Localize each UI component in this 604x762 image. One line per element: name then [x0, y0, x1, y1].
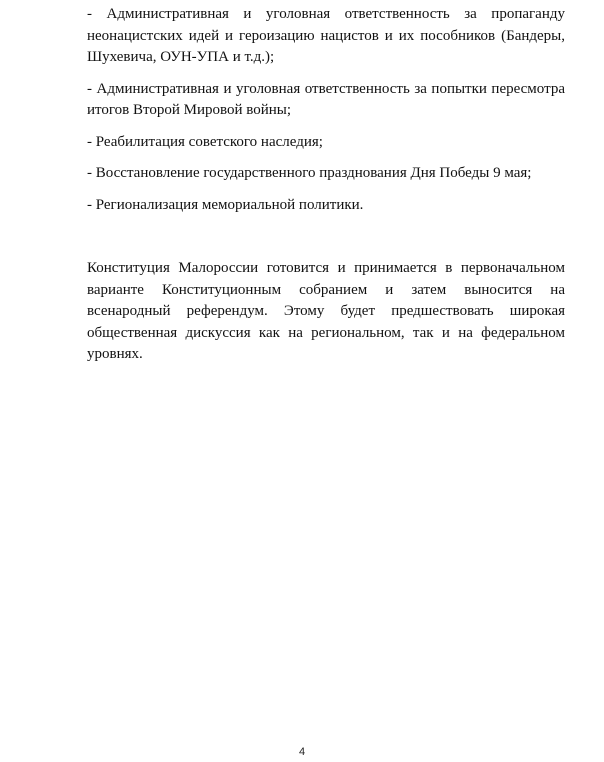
list-item-memorial-policy: - Регионализация мемориальной политики. [87, 196, 364, 213]
list-item-soviet-heritage: - Реабилитация советского наследия; [87, 133, 323, 150]
list-item-ww2-revision-liability: - Административная и уголовная ответственность за попытки пересмотра итогов Второй Мировой войны; [87, 80, 565, 118]
list-item-victory-day: - Восстановление государственного празднования Дня Победы 9 мая; [87, 165, 532, 181]
page-number: 4 [298, 746, 306, 758]
body-text [87, 4, 565, 366]
constitution-paragraph: Конституция Малороссии готовится и принимается в первоначальном варианте Конституционным собранием и затем выносится на всенародный референдум. Этому будет предшествовать широкая общественная дискуссия как на региональном, так и на федеральном уровнях. [87, 260, 565, 362]
list-item-propaganda-liability: - Административная и уголовная ответственность за пропаганду неонацистских идей и героизацию нацистов и их пособников (Бандеры, Шухевича, ОУН-УПА и т.д.); [87, 6, 565, 65]
paragraph-gap [87, 226, 565, 258]
